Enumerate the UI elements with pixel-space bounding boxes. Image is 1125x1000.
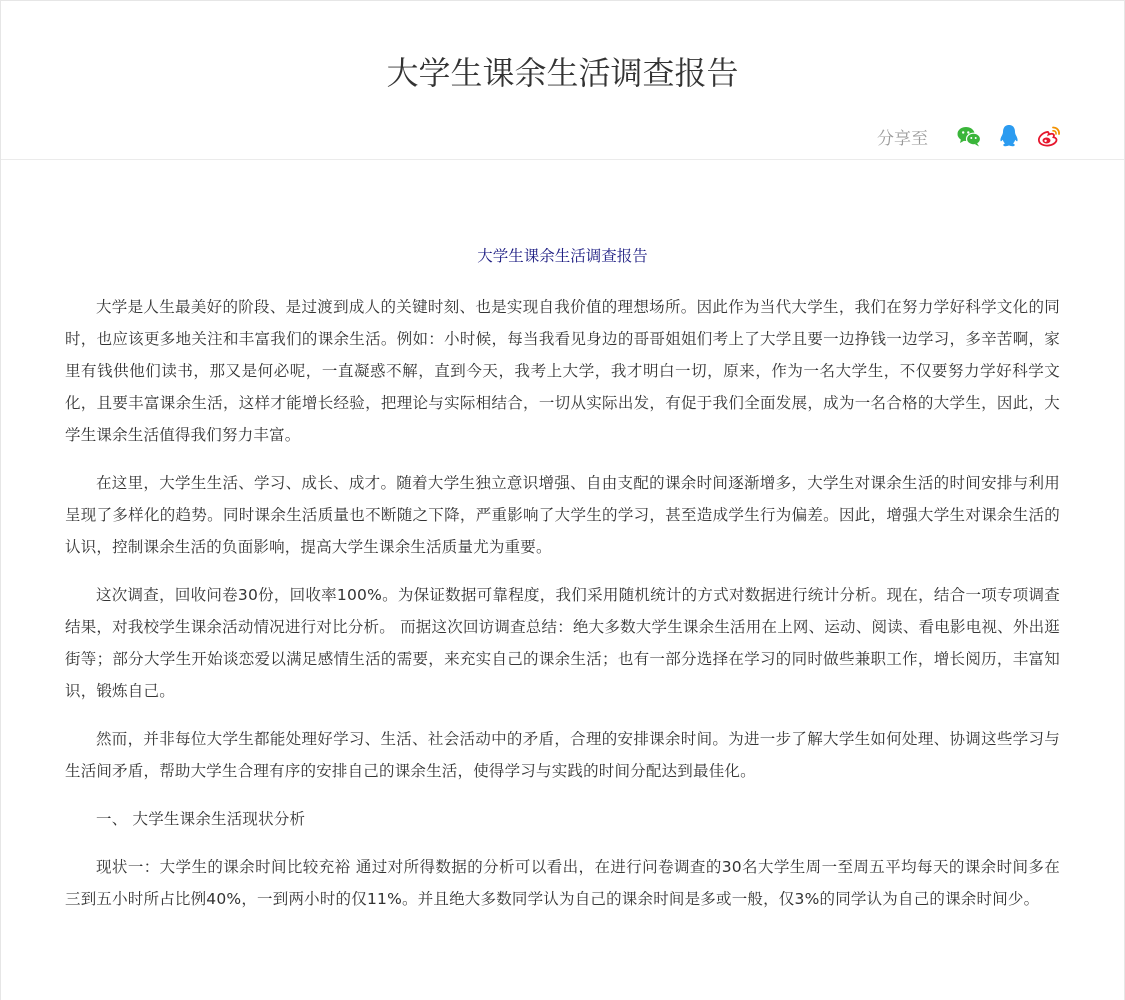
weibo-icon[interactable] xyxy=(1036,123,1062,149)
qq-icon[interactable] xyxy=(996,123,1022,149)
paragraph: 在这里，大学生生活、学习、成长、成才。随着大学生独立意识增强、自由支配的课余时间逐渐增多，大学生对课余生活的时间安排与利用呈现了多样化的趋势。同时课余生活质量也不断随之下降，严重影响了大学生的学习，甚至造成学生行为偏差。因此，增强大学生对课余生活的认识，控制课余生活的负面影响，提高大学生课余生活质量尤为重要。 xyxy=(65,474,1060,556)
paragraph: 这次调查，回收问卷30份，回收率100%。为保证数据可靠程度，我们采用随机统计的方式对数据进行统计分析。现在，结合一项专项调查结果，对我校学生课余活动情况进行对比分析。 而据这次回访调查总结：绝大多数大学生课余生活用在上网、运动、阅读、看电影电视、外出逛街等；部分大学生开始谈恋爱以满足感情生活的需要，来充实自己的课余生活；也有一部分选择在学习的同时做些兼职工作，增长阅历，丰富知识，锻炼自己。 xyxy=(65,586,1060,700)
wechat-icon[interactable] xyxy=(956,123,982,149)
page-title: 大学生课余生活调查报告 xyxy=(386,54,739,92)
article-body xyxy=(65,241,1060,931)
document-title: 大学生课余生活调查报告 xyxy=(477,247,648,265)
share-label: 分享至 xyxy=(877,128,928,149)
share-bar xyxy=(877,123,1062,149)
paragraph: 大学是人生最美好的阶段、是过渡到成人的关键时刻、也是实现自我价值的理想场所。因此作为当代大学生，我们在努力学好科学文化的同时，也应该更多地关注和丰富我们的课余生活。例如：小时候，每当我看见身边的哥哥姐姐们考上了大学且要一边挣钱一边学习，多辛苦啊，家里有钱供他们读书，那又是何必呢，一直凝惑不解，直到今天，我考上大学，我才明白一切，原来，作为一名大学生，不仅要努力学好科学文化，且要丰富课余生活，这样才能增长经验，把理论与实际相结合，一切从实际出发，有促于我们全面发展，成为一名合格的大学生，因此，大学生课余生活值得我们努力丰富。 xyxy=(65,298,1060,444)
section-heading: 一、 大学生课余生活现状分析 xyxy=(96,810,306,828)
paragraph: 然而，并非每位大学生都能处理好学习、生活、社会活动中的矛盾，合理的安排课余时间。为进一步了解大学生如何处理、协调这些学习与生活间矛盾，帮助大学生合理有序的安排自己的课余生活，使得学习与实践的时间分配达到最佳化。 xyxy=(65,730,1060,780)
paragraph: 现状一：大学生的课余时间比较充裕 通过对所得数据的分析可以看出，在进行问卷调查的30名大学生周一至周五平均每天的课余时间多在三到五小时所占比例40%，一到两小时的仅11%。并且绝大多数同学认为自己的课余时间是多或一般，仅3%的同学认为自己的课余时间少。 xyxy=(65,858,1060,908)
article-header xyxy=(1,1,1124,160)
